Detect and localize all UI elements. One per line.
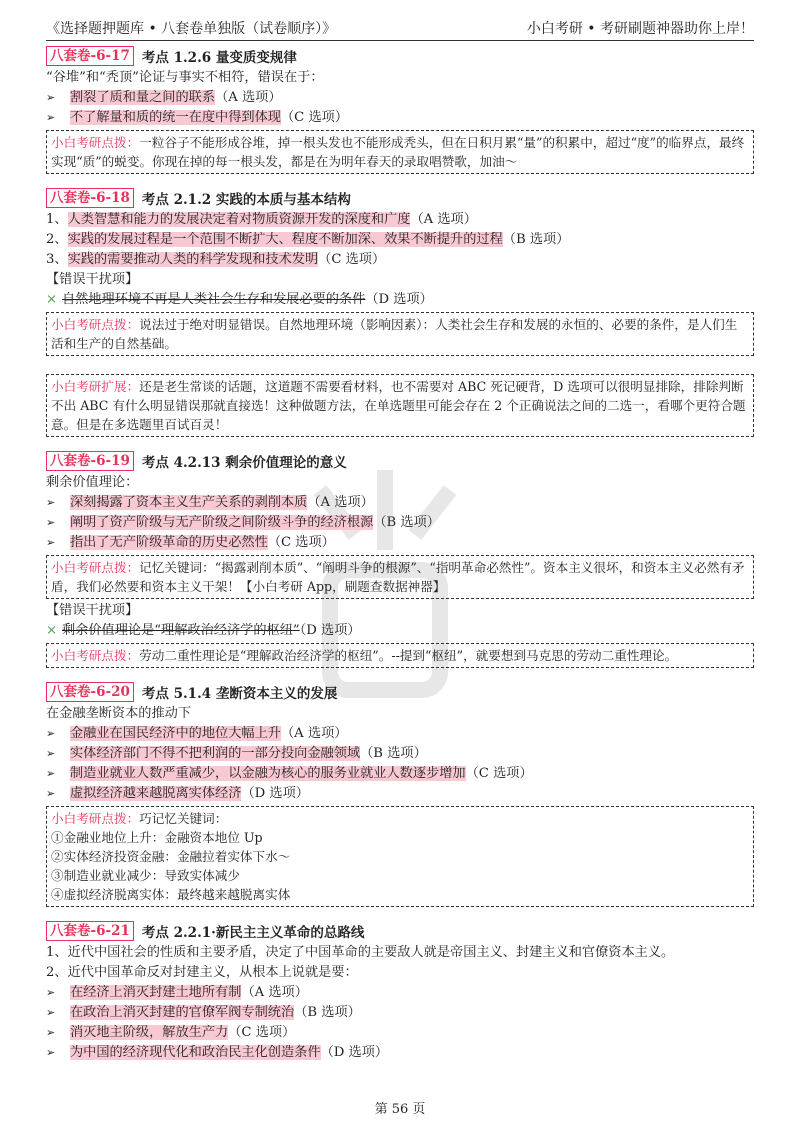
- section-tag: 八套卷-6-18: [46, 188, 134, 208]
- list-item: ➢ 深刻揭露了资本主义生产关系的剥削本质（A 选项）: [46, 495, 374, 510]
- section-tag: 八套卷-6-20: [46, 682, 134, 702]
- section-6-20-heading: [46, 682, 754, 702]
- section-tag: 八套卷-6-19: [46, 451, 134, 471]
- list-item: ➢ 在经济上消灭封建土地所有制（A 选项）: [46, 985, 308, 1000]
- tip-box: 小白考研点拨：一粒谷子不能形成谷堆，掉一根头发也不能形成秃头，但在日积月累“量”的积累中，超过“度”的临界点，最终实现“质”的蜕变。你现在掉的每一根头发，都是在为明年春天的录取唱赞歌，加油～: [46, 130, 754, 174]
- section-6-17-heading: [46, 46, 754, 66]
- header-left-title: 《选择题押题库 • 八套卷单独版（试卷顺序）》: [46, 21, 337, 37]
- tip-line: ①金融业地位上升：金融资本地位 Up: [51, 830, 263, 845]
- tip-line: ④虚拟经济脱离实体：最终越来越脱离实体: [51, 887, 291, 902]
- list-item: 1、人类智慧和能力的发展决定着对物质资源开发的深度和广度（A 选项）: [46, 212, 477, 227]
- paragraph: 2、近代中国革命反对封建主义，从根本上说就是要：: [46, 965, 358, 980]
- tip-box: 小白考研点拨：记忆关键词：“揭露剥削本质”、“阐明斗争的根源”、“指明革命必然性”。资本主义很坏，和资本主义必然有矛盾，我们必然要和资本主义干架！【小白考研 App，刷题查数据神器】: [46, 555, 754, 599]
- section-title: 考点 2.2.1·新民主主义革命的总路线: [141, 925, 365, 941]
- list-item: ➢ 阐明了资产阶级与无产阶级之间阶级斗争的经济根源（B 选项）: [46, 515, 440, 530]
- tip-line: ②实体经济投资金融：金融拉着实体下水～: [51, 849, 291, 864]
- section-tag: 八套卷-6-17: [46, 46, 134, 66]
- list-item: ➢ 为中国的经济现代化和政治民主化创造条件（D 选项）: [46, 1045, 389, 1060]
- section-intro: 在金融垄断资本的推动下: [46, 706, 192, 721]
- section-title: 考点 4.2.13 剩余价值理论的意义: [141, 455, 347, 471]
- wrong-label: 【错误干扰项】: [46, 272, 139, 287]
- tip-box: 小白考研点拨：说法过于绝对明显错误。自然地理环境（影响因素）：人类社会生存和发展的永恒的、必要的条件，是人们生活和生产的自然基础。: [46, 312, 754, 356]
- extension-box: 小白考研扩展：还是老生常谈的话题，这道题不需要看材料，也不需要对 ABC 死记硬背，D 选项可以很明显排除，排除判断不出 ABC 有什么明显错误那就直接选！这种做题方法，在单选题里可能会存在 2 个正确说法之间的二选一，看哪个更符合题意。但是在多选题里百试百灵！: [46, 374, 754, 437]
- section-6-18-heading: [46, 188, 754, 208]
- list-item: ➢ 在政治上消灭封建的官僚军阀专制统治（B 选项）: [46, 1005, 361, 1020]
- list-item: ➢ 指出了无产阶级革命的历史必然性（C 选项）: [46, 535, 335, 550]
- wrong-item: × 自然地理环境不再是人类社会生存和发展必要的条件（D 选项）: [46, 292, 433, 307]
- list-item: ➢ 金融业在国民经济中的地位大幅上升（A 选项）: [46, 726, 348, 741]
- page-number: 第 56 页: [374, 1102, 426, 1117]
- list-item: ➢ 消灭地主阶级，解放生产力（C 选项）: [46, 1025, 296, 1040]
- section-title: 考点 2.1.2 实践的本质与基本结构: [141, 192, 351, 208]
- section-tag: 八套卷-6-21: [46, 921, 134, 941]
- list-item: 3、实践的需要推动人类的科学发现和技术发明（C 选项）: [46, 252, 386, 267]
- section-intro: 剩余价值理论：: [46, 475, 139, 490]
- tip-line: ③制造业就业减少：导致实体减少: [51, 868, 240, 883]
- list-item: 2、实践的发展过程是一个范围不断扩大、程度不断加深、效果不断提升的过程（B 选项）: [46, 232, 570, 247]
- list-item: ➢ 制造业就业人数严重减少，以金融为核心的服务业就业人数逐步增加（C 选项）: [46, 766, 533, 781]
- wrong-label: 【错误干扰项】: [46, 603, 139, 618]
- list-item: ➢ 实体经济部门不得不把利润的一部分投向金融领域（B 选项）: [46, 746, 427, 761]
- section-6-19-heading: [46, 451, 754, 471]
- list-item: ➢ 割裂了质和量之间的联系（A 选项）: [46, 90, 282, 105]
- list-item: ➢ 虚拟经济越来越脱离实体经济（D 选项）: [46, 786, 309, 801]
- header-right-slogan: 小白考研 • 考研刷题神器助你上岸！: [526, 21, 754, 37]
- section-title: 考点 5.1.4 垄断资本主义的发展: [141, 686, 338, 702]
- section-6-21-heading: [46, 921, 754, 941]
- list-item: ➢ 不了解量和质的统一在度中得到体现（C 选项）: [46, 110, 349, 125]
- paragraph: 1、近代中国社会的性质和主要矛盾，决定了中国革命的主要敌人就是帝国主义、封建主义和官僚资本主义。: [46, 945, 675, 960]
- tip-box: 小白考研点拨：巧记忆关键词： ①金融业地位上升：金融资本地位 Up ②实体经济投资金融：金融拉着实体下水～ ③制造业就业减少：导致实体减少 ④虚拟经济脱离实体：最终越来越脱离实体: [46, 806, 754, 907]
- section-intro: “谷堆”和“秃顶”论证与事实不相符，错误在于：: [46, 70, 324, 85]
- tip-box: 小白考研点拨：劳动二重性理论是“理解政治经济学的枢纽”。--提到“枢纽”，就要想到马克思的劳动二重性理论。: [46, 643, 754, 668]
- wrong-item: × 剩余价值理论是“理解政治经济学的枢纽”（D 选项）: [46, 623, 361, 638]
- section-title: 考点 1.2.6 量变质变规律: [141, 50, 297, 66]
- page-header: [46, 14, 754, 41]
